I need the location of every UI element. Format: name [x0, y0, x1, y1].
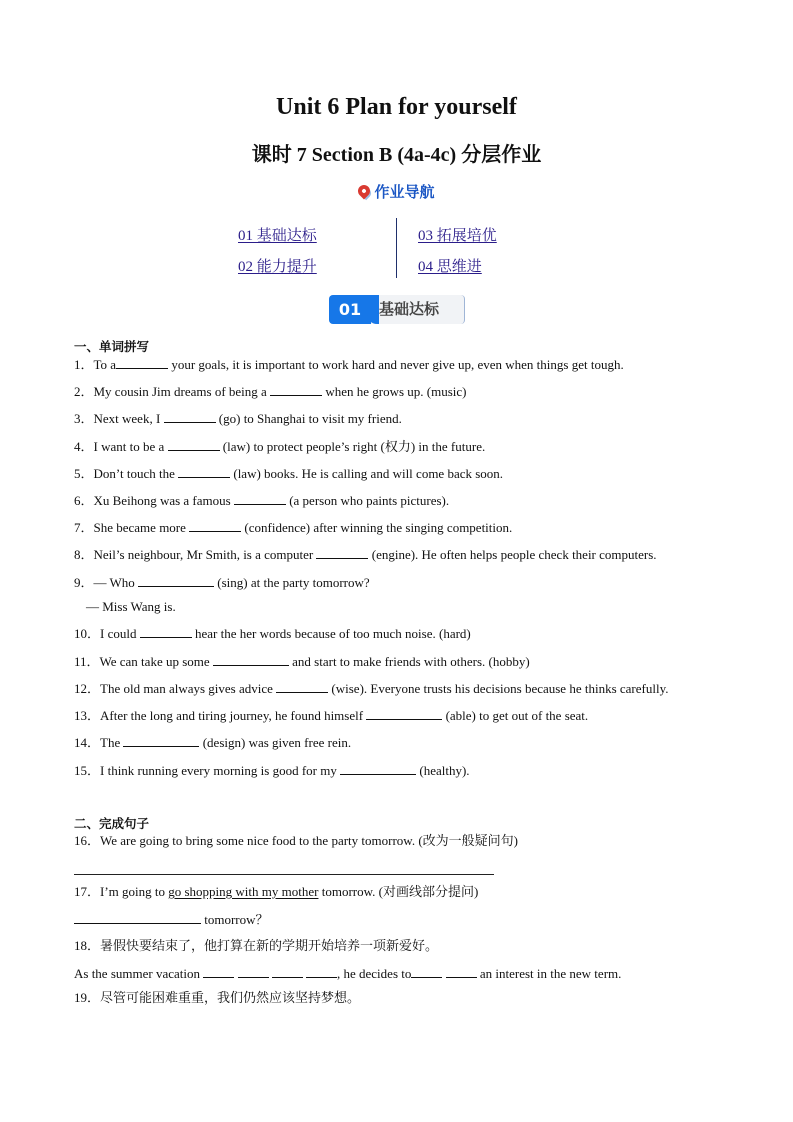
question-text: 3．Next week, I: [74, 411, 164, 426]
question-text: (design) was given free rein.: [199, 735, 352, 750]
location-pin-icon: [356, 183, 373, 200]
question-text: (able) to get out of the seat.: [442, 708, 589, 723]
answer-blank[interactable]: [270, 383, 322, 396]
question-text: (wise). Everyone trusts his decisions because he thinks carefully.: [328, 681, 669, 696]
answer-blank[interactable]: [234, 492, 286, 505]
answer-blank[interactable]: [116, 356, 168, 369]
question-3: [74, 410, 402, 427]
question-text: tomorrow. (对画线部分提问): [318, 884, 479, 899]
answer-blank[interactable]: [411, 965, 442, 978]
part1-heading: 一、单词拼写: [74, 339, 150, 354]
document-subtitle: 课时 7 Section B (4a-4c) 分层作业: [251, 144, 542, 166]
question-text: (law) books. He is calling and will come back soon.: [230, 466, 504, 481]
answer-blank[interactable]: [272, 965, 303, 978]
answer-blank[interactable]: [213, 653, 289, 666]
nav-link-extension[interactable]: 03 拓展培优: [418, 228, 497, 244]
answer-blank[interactable]: [74, 911, 201, 924]
question-18: [74, 965, 621, 982]
question-text: 12．The old man always gives advice: [74, 681, 277, 696]
section-badge-number: 01: [329, 295, 371, 324]
answer-blank[interactable]: [238, 965, 269, 978]
question-19-chinese: 19．尽管可能困难重重，我们仍然应该坚持梦想。: [74, 990, 361, 1005]
answer-blank[interactable]: [203, 965, 234, 978]
question-text: 11．We can take up some: [74, 654, 213, 669]
question-text: 13．After the long and tiring journey, he found himself: [74, 708, 367, 723]
nav-link-thinking[interactable]: 04 思维进: [418, 259, 482, 275]
question-text: 9．— Who: [74, 575, 139, 590]
question-9-reply: — Miss Wang is.: [86, 599, 176, 614]
question-text: 17．I’m going to: [74, 884, 169, 899]
question-text: (sing) at the party tomorrow?: [214, 575, 370, 590]
question-text: 5．Don’t touch the: [74, 466, 179, 481]
nav-divider: [396, 218, 397, 278]
answer-blank[interactable]: [316, 546, 368, 559]
question-8: [74, 546, 657, 563]
question-text: 8．Neil’s neighbour, Mr Smith, is a computer: [74, 547, 317, 562]
question-14: [74, 734, 351, 751]
nav-link-ability[interactable]: 02 能力提升: [238, 259, 317, 275]
answer-blank[interactable]: [340, 762, 416, 775]
question-text: 6．Xu Beihong was a famous: [74, 493, 234, 508]
question-text: when he grows up. (music): [322, 384, 467, 399]
question-text: 14．The: [74, 735, 124, 750]
question-1: [74, 356, 624, 373]
question-text: hear the her words because of too much noise. (hard): [191, 626, 471, 641]
question-text: (go) to Shanghai to visit my friend.: [215, 411, 402, 426]
question-12: [74, 680, 668, 697]
answer-blank[interactable]: [446, 965, 477, 978]
question-2: [74, 383, 466, 400]
part2-heading: 二、完成句子: [74, 816, 150, 831]
question-text: your goals, it is important to work hard and never give up, even when things get tough.: [168, 357, 624, 372]
answer-blank[interactable]: [164, 410, 216, 423]
question-text: , he decides to: [337, 966, 412, 981]
question-text: 1．To a: [74, 357, 117, 372]
question-text: As the summer vacation: [74, 966, 204, 981]
answer-blank[interactable]: [140, 625, 192, 638]
section-badge-label: 基础达标: [379, 300, 440, 318]
question-text: (a person who paints pictures).: [285, 493, 450, 508]
question-15: [74, 762, 470, 779]
question-5: [74, 465, 503, 482]
nav-heading-label: 作业导航: [374, 183, 435, 201]
question-text: (healthy).: [416, 763, 470, 778]
question-text: and start to make friends with others. (hobby): [288, 654, 530, 669]
answer-blank[interactable]: [123, 734, 199, 747]
question-18-chinese: 18．暑假快要结束了，他打算在新的学期开始培养一项新爱好。: [74, 938, 439, 953]
question-text: 10．I could: [74, 626, 140, 641]
section-badge: [329, 295, 465, 324]
answer-blank[interactable]: [178, 465, 230, 478]
question-16: 16．We are going to bring some nice food to the party tomorrow. (改为一般疑问句): [74, 833, 518, 848]
question-13: [74, 707, 588, 724]
question-9: [74, 574, 370, 591]
answer-blank[interactable]: [138, 574, 214, 587]
question-text: (confidence) after winning the singing competition.: [241, 520, 513, 535]
answer-blank[interactable]: [276, 680, 328, 693]
answer-line[interactable]: [74, 874, 494, 875]
question-17: [74, 884, 478, 900]
question-4: [74, 438, 485, 455]
question-text: 4．I want to be a: [74, 439, 168, 454]
question-17-answer: [74, 911, 269, 928]
question-text: 7．She became more: [74, 520, 190, 535]
nav-heading: [0, 181, 793, 202]
question-10: [74, 625, 471, 642]
underlined-phrase: go shopping with my mother: [168, 884, 319, 899]
homework-navigation: [238, 222, 538, 278]
answer-blank[interactable]: [366, 707, 442, 720]
question-7: [74, 519, 512, 536]
answer-blank[interactable]: [168, 438, 220, 451]
answer-blank[interactable]: [189, 519, 241, 532]
document-title: Unit 6 Plan for yourself: [276, 94, 517, 120]
question-11: [74, 653, 530, 670]
question-6: [74, 492, 449, 509]
question-text: (law) to protect people’s right (权力) in the future.: [219, 439, 486, 454]
question-text: 2．My cousin Jim dreams of being a: [74, 384, 271, 399]
question-text: tomorrow？: [201, 912, 269, 927]
question-text: 15．I think running every morning is good for my: [74, 763, 341, 778]
question-text: an interest in the new term.: [476, 966, 622, 981]
nav-link-basic[interactable]: 01 基础达标: [238, 228, 317, 244]
answer-blank[interactable]: [306, 965, 337, 978]
question-text: (engine). He often helps people check their computers.: [368, 547, 657, 562]
